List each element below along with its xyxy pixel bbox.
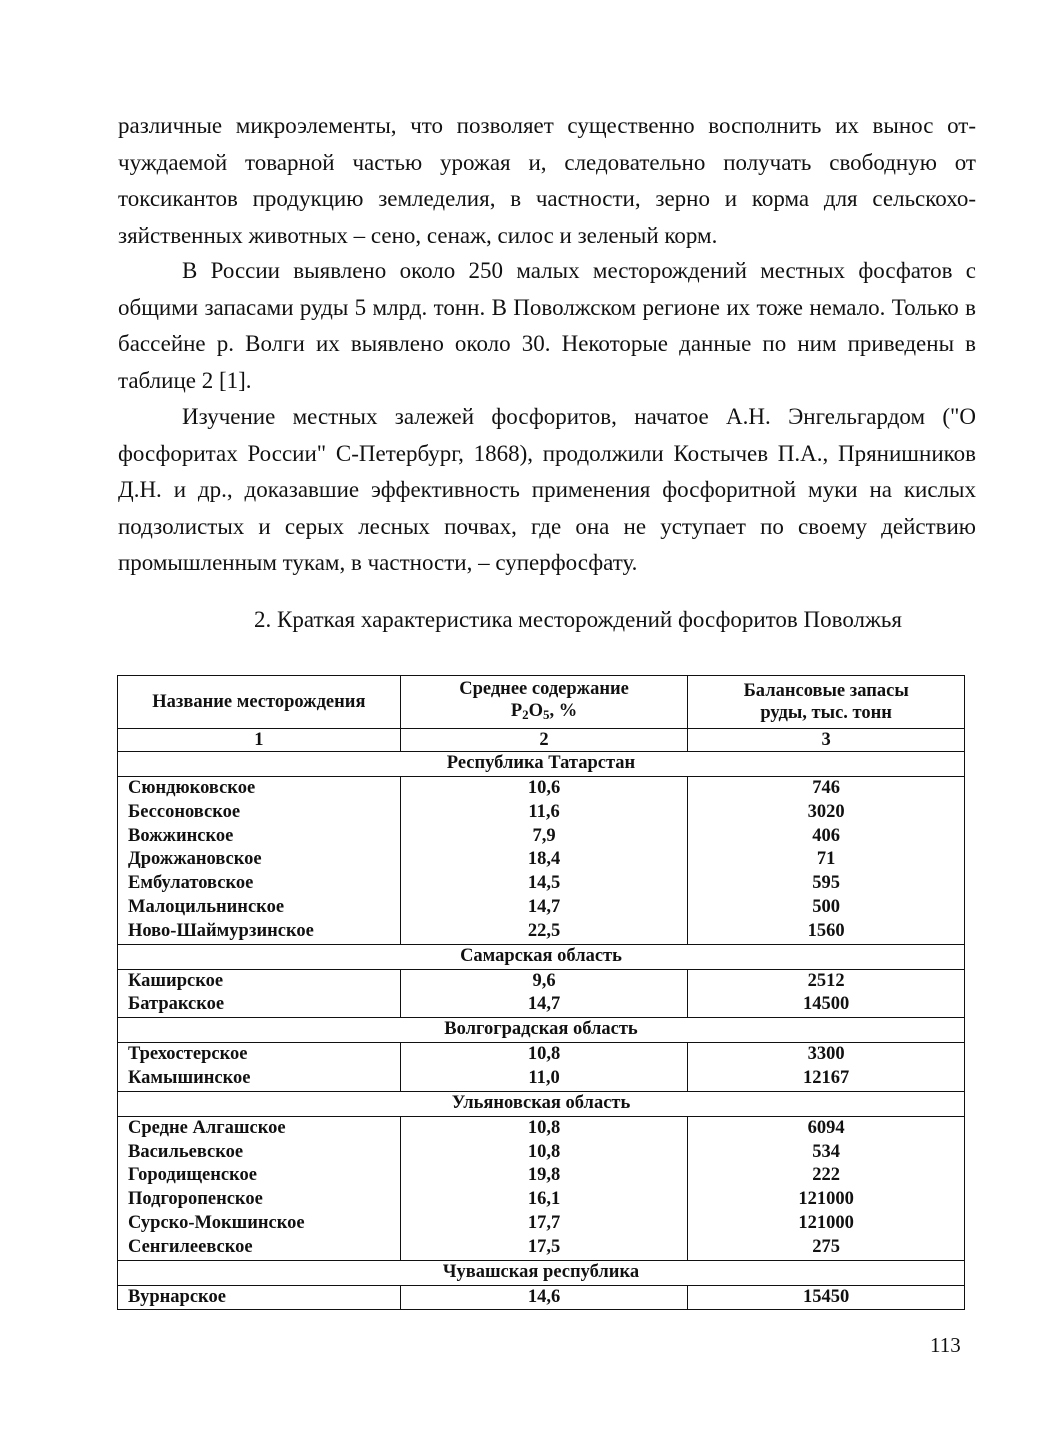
- deposits-table: [117, 675, 965, 1310]
- p2o5-cell: 7,9: [400, 825, 688, 849]
- reserves-cell: 71: [688, 848, 965, 872]
- table-row: [118, 801, 965, 825]
- region-name: Ульяновская область: [118, 1091, 965, 1116]
- deposit-name-cell: Васильевское: [118, 1141, 401, 1165]
- region-name: Чувашская республика: [118, 1260, 965, 1285]
- p2o5-cell: 18,4: [400, 848, 688, 872]
- deposits-table-body: [118, 676, 965, 1310]
- reserves-cell: 121000: [688, 1212, 965, 1236]
- deposit-name-cell: Дрожжановское: [118, 848, 401, 872]
- reserves-cell: 275: [688, 1236, 965, 1260]
- region-header-row: [118, 752, 965, 777]
- table-row: [118, 1285, 965, 1310]
- reserves-cell: 222: [688, 1164, 965, 1188]
- deposit-name-cell: Сенгилеевское: [118, 1236, 401, 1260]
- table-row: [118, 1188, 965, 1212]
- header-deposit-name: [118, 676, 401, 729]
- reserves-cell: 121000: [688, 1188, 965, 1212]
- column-number: 3: [688, 729, 965, 752]
- table-row: [118, 777, 965, 801]
- p2o5-cell: 16,1: [400, 1188, 688, 1212]
- deposit-name-cell: Городищенское: [118, 1164, 401, 1188]
- p2o5-cell: 10,8: [400, 1141, 688, 1165]
- deposit-name-cell: Бессоновское: [118, 801, 401, 825]
- deposit-name-cell: Подгоропенское: [118, 1188, 401, 1212]
- table-header-row: [118, 676, 965, 729]
- p2o5-cell: 14,5: [400, 872, 688, 896]
- table-row: [118, 848, 965, 872]
- region-header-row: [118, 944, 965, 969]
- formula-unit: , %: [549, 701, 578, 721]
- reserves-cell: 1560: [688, 920, 965, 944]
- p2o5-cell: 19,8: [400, 1164, 688, 1188]
- formula-sub-2: 2: [522, 707, 529, 722]
- region-header-row: [118, 1091, 965, 1116]
- region-name: Волгоградская область: [118, 1018, 965, 1043]
- region-name: Самарская область: [118, 944, 965, 969]
- header-col3-line2: руды, тыс. тонн: [760, 703, 892, 723]
- table-row: [118, 1141, 965, 1165]
- deposit-name-cell: Трехостерское: [118, 1043, 401, 1067]
- deposit-name-cell: Ново-Шаймурзинское: [118, 920, 401, 944]
- page-number: 113: [930, 1333, 961, 1357]
- paragraph-3: Изучение местных залежей фосфоритов, начатое А.Н. Энгельгардом ("О фосфоритах России" С-Петербург, 1868), продолжили Костычев П.А., Прянишников Д.Н. и др., доказавшие эффективность применения фосфоритной муки на кислых подзолистых и серых лесных почвах, где она не уступает по своему действию промышленным тукам, в частности, – суперфосфату.: [118, 404, 976, 576]
- reserves-cell: 595: [688, 872, 965, 896]
- deposit-name-cell: Вурнарское: [118, 1285, 401, 1310]
- formula-p: P: [510, 701, 523, 721]
- header-col3-line1: Балансовые запасы: [743, 681, 909, 701]
- deposit-name-cell: Каширское: [118, 969, 401, 993]
- deposit-name-cell: Сюндюковское: [118, 777, 401, 801]
- header-col1-label: Название месторождения: [152, 692, 366, 712]
- region-header-row: [118, 1260, 965, 1285]
- table-row: [118, 1164, 965, 1188]
- reserves-cell: 534: [688, 1141, 965, 1165]
- table-row: [118, 872, 965, 896]
- p2o5-cell: 14,6: [400, 1285, 688, 1310]
- region-name: Республика Татарстан: [118, 752, 965, 777]
- table-row: [118, 969, 965, 993]
- paragraph-2: В России выявлено около 250 малых месторождений местных фосфатов с общими запасами руды 5 млрд. тонн. В Поволжском регионе их тоже немало. Только в бассейне р. Волги их выявлено около 30. Некоторые данные по ним приведены в таблице 2 [1].: [118, 258, 976, 393]
- p2o5-cell: 11,0: [400, 1067, 688, 1091]
- p2o5-cell: 17,7: [400, 1212, 688, 1236]
- paragraph-1: различные микроэлементы, что позволяет существенно восполнить их вынос отчуждаемой товарной частью урожая и, следовательно получать свободную от токсикантов продукцию земледелия, в частности, зерно и корма для сельскохозяйственных животных – сено, сенаж, силос и зеленый корм.: [118, 113, 976, 248]
- table-row: [118, 825, 965, 849]
- p2o5-cell: 14,7: [400, 993, 688, 1017]
- reserves-cell: 3020: [688, 801, 965, 825]
- p2o5-cell: 10,8: [400, 1043, 688, 1067]
- reserves-cell: 12167: [688, 1067, 965, 1091]
- deposit-name-cell: Вожжинское: [118, 825, 401, 849]
- table-row: [118, 920, 965, 944]
- p2o5-cell: 22,5: [400, 920, 688, 944]
- p2o5-cell: 10,8: [400, 1116, 688, 1140]
- region-header-row: [118, 1018, 965, 1043]
- table-row: [118, 1116, 965, 1140]
- deposit-name-cell: Батракское: [118, 993, 401, 1017]
- column-number: 2: [400, 729, 688, 752]
- p2o5-cell: 9,6: [400, 969, 688, 993]
- reserves-cell: 15450: [688, 1285, 965, 1310]
- table-row: [118, 1067, 965, 1091]
- reserves-cell: 2512: [688, 969, 965, 993]
- reserves-cell: 500: [688, 896, 965, 920]
- header-col2-line1: Среднее содержание: [459, 679, 629, 699]
- header-p2o5-content: [400, 676, 688, 729]
- deposit-name-cell: Ембулатовское: [118, 872, 401, 896]
- deposit-name-cell: Камышинское: [118, 1067, 401, 1091]
- p2o5-cell: 11,6: [400, 801, 688, 825]
- deposit-name-cell: Сурско-Мокшинское: [118, 1212, 401, 1236]
- header-reserves: [688, 676, 965, 729]
- table-row: [118, 1236, 965, 1260]
- header-formula: [511, 701, 577, 721]
- table-caption: 2. Краткая характеристика месторождений фосфоритов Поволжья: [254, 607, 902, 632]
- p2o5-cell: 14,7: [400, 896, 688, 920]
- reserves-cell: 746: [688, 777, 965, 801]
- column-number: 1: [118, 729, 401, 752]
- table-row: [118, 1043, 965, 1067]
- reserves-cell: 406: [688, 825, 965, 849]
- table-row: [118, 993, 965, 1017]
- table-row: [118, 1212, 965, 1236]
- deposit-name-cell: Средне Алгашское: [118, 1116, 401, 1140]
- reserves-cell: 3300: [688, 1043, 965, 1067]
- table-row: [118, 896, 965, 920]
- p2o5-cell: 17,5: [400, 1236, 688, 1260]
- reserves-cell: 6094: [688, 1116, 965, 1140]
- formula-sub-5: 5: [543, 707, 550, 722]
- p2o5-cell: 10,6: [400, 777, 688, 801]
- deposit-name-cell: Малоцильнинское: [118, 896, 401, 920]
- table-column-numbers-row: [118, 729, 965, 752]
- reserves-cell: 14500: [688, 993, 965, 1017]
- formula-o: O: [528, 701, 544, 721]
